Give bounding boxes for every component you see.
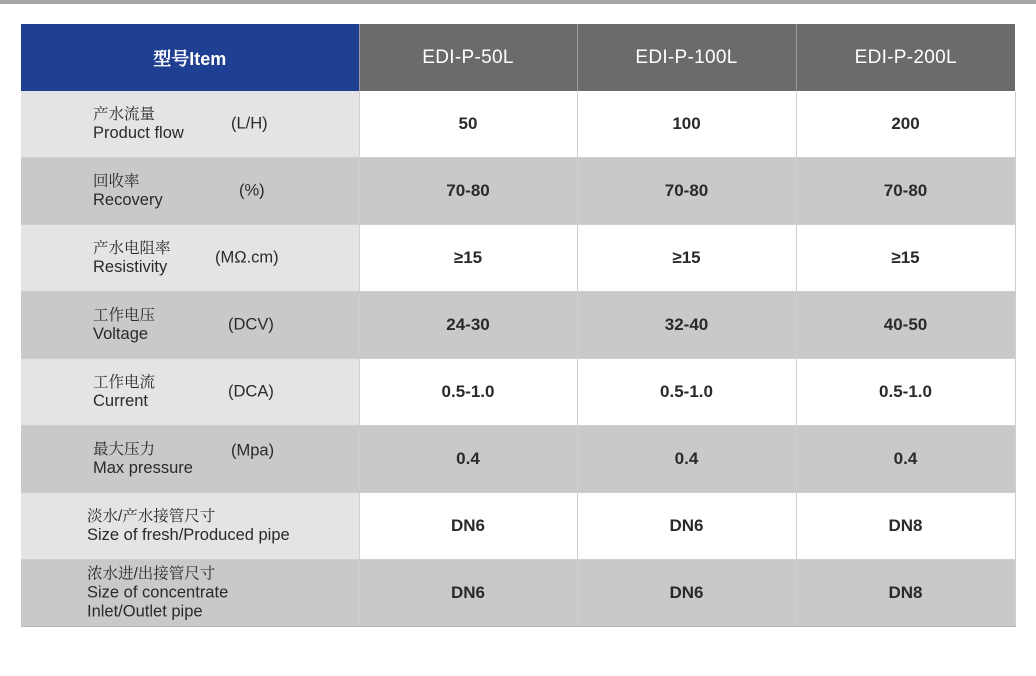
model-header-2: EDI-P-100L — [577, 24, 796, 91]
label-en: Resistivity — [93, 258, 168, 276]
row-label — [21, 91, 359, 158]
value-cell: 100 — [577, 91, 796, 158]
top-divider — [0, 0, 1036, 4]
value-cell: ≥15 — [577, 225, 796, 292]
row-label — [21, 292, 359, 359]
label-en-line2: Inlet/Outlet pipe — [87, 602, 203, 621]
unit-label: (Mpa) — [231, 441, 275, 460]
value-cell: 24-30 — [359, 292, 577, 359]
value-cell: 50 — [359, 91, 577, 158]
label-cn: 工作电压 — [93, 307, 156, 324]
row-label — [21, 359, 359, 426]
value-cell: ≥15 — [796, 225, 1015, 292]
unit-label: (L/H) — [231, 114, 268, 133]
value-cell: 32-40 — [577, 292, 796, 359]
unit-label: (DCV) — [228, 315, 274, 334]
spec-table — [21, 24, 1016, 627]
row-current — [21, 359, 1015, 426]
label-cn: 淡水/产水接管尺寸 — [87, 508, 216, 525]
row-voltage — [21, 292, 1015, 359]
value-cell: 70-80 — [577, 158, 796, 225]
value-cell: 70-80 — [359, 158, 577, 225]
row-product-flow — [21, 91, 1015, 158]
value-cell: DN6 — [359, 560, 577, 627]
label-cn: 回收率 — [93, 173, 140, 190]
value-cell: 70-80 — [796, 158, 1015, 225]
row-concentrate-pipe — [21, 560, 1015, 627]
row-fresh-pipe — [21, 493, 1015, 560]
row-resistivity — [21, 225, 1015, 292]
unit-label: (DCA) — [228, 382, 274, 401]
label-en: Size of fresh/Produced pipe — [87, 526, 290, 544]
label-en: Recovery — [93, 191, 163, 209]
label-cn: 产水流量 — [93, 106, 156, 123]
value-cell: 0.4 — [577, 426, 796, 493]
row-label — [21, 158, 359, 225]
header-row — [21, 24, 1015, 91]
value-cell: 200 — [796, 91, 1015, 158]
label-en: Max pressure — [93, 459, 193, 477]
row-label — [21, 426, 359, 493]
value-cell: 0.5-1.0 — [796, 359, 1015, 426]
row-max-pressure — [21, 426, 1015, 493]
row-label — [21, 560, 359, 627]
label-cn: 浓水进/出接管尺寸 — [87, 565, 216, 583]
value-cell: 0.5-1.0 — [577, 359, 796, 426]
unit-label: (MΩ.cm) — [215, 248, 279, 267]
model-header-3: EDI-P-200L — [796, 24, 1015, 91]
value-cell: ≥15 — [359, 225, 577, 292]
label-en: Current — [93, 392, 149, 410]
row-label — [21, 225, 359, 292]
item-header: 型号Item — [21, 24, 359, 91]
value-cell: DN6 — [577, 560, 796, 627]
value-cell: 0.4 — [359, 426, 577, 493]
label-en: Product flow — [93, 124, 184, 142]
value-cell: DN6 — [359, 493, 577, 560]
label-en: Size of concentrate — [87, 583, 229, 602]
label-cn: 产水电阻率 — [93, 240, 171, 257]
unit-label: (%) — [239, 181, 265, 200]
value-cell: 0.4 — [796, 426, 1015, 493]
label-cn: 工作电流 — [93, 374, 156, 391]
row-recovery — [21, 158, 1015, 225]
value-cell: 40-50 — [796, 292, 1015, 359]
value-cell: 0.5-1.0 — [359, 359, 577, 426]
value-cell: DN8 — [796, 560, 1015, 627]
model-header-1: EDI-P-50L — [359, 24, 577, 91]
value-cell: DN8 — [796, 493, 1015, 560]
label-cn: 最大压力 — [93, 441, 156, 458]
label-en: Voltage — [93, 325, 149, 343]
row-label — [21, 493, 359, 560]
value-cell: DN6 — [577, 493, 796, 560]
